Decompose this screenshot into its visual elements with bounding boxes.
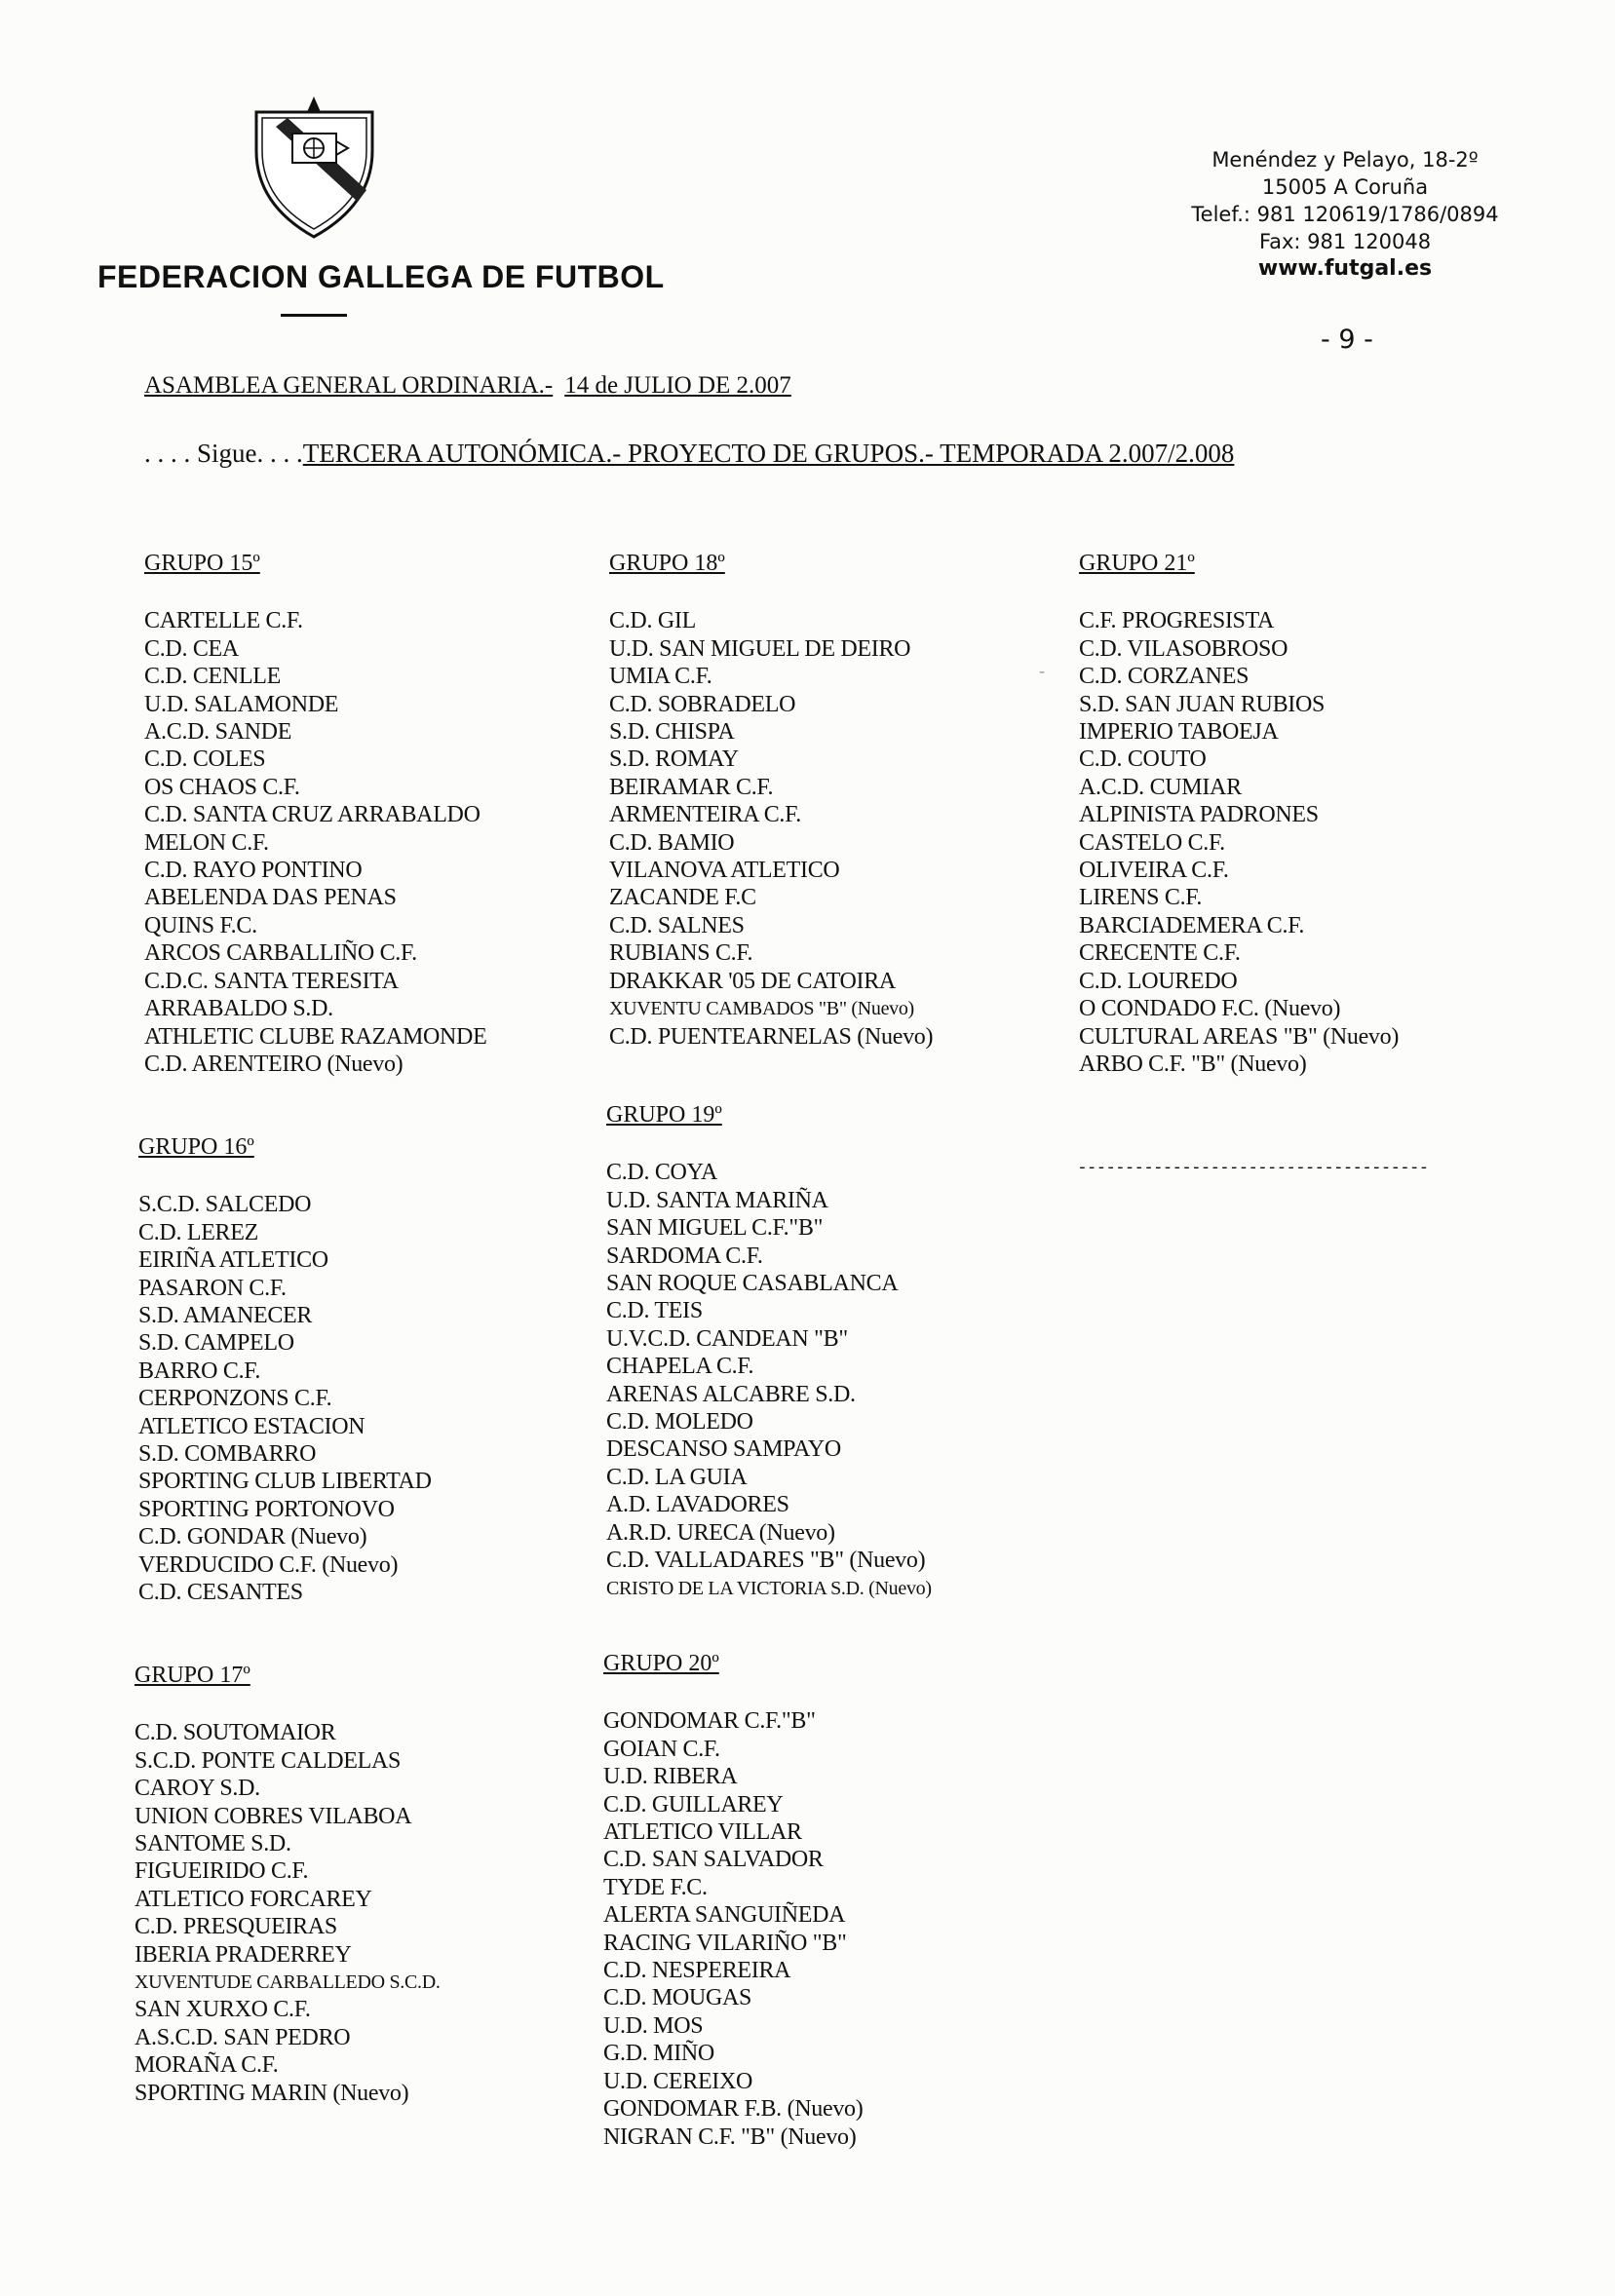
team-item: C.D. SALNES [609, 912, 745, 938]
team-item: S.D. CAMPELO [138, 1330, 294, 1357]
team-item: U.D. SANTA MARIÑA [606, 1187, 828, 1213]
team-item: OLIVEIRA C.F. [1079, 858, 1229, 884]
team-item: C.D. RAYO PONTINO [144, 858, 363, 884]
team-item: GONDOMAR F.B. (Nuevo) [603, 2096, 864, 2123]
team-item: C.D. SOUTOMAIOR [135, 1720, 336, 1746]
team-item: C.D. PUENTEARNELAS (Nuevo) [609, 1023, 934, 1050]
group-title: GRUPO 21º [1079, 551, 1195, 576]
contact-website[interactable]: www.futgal.es [1257, 256, 1433, 281]
group-21 [1079, 550, 1399, 1078]
team-item: C.D. VILASOBROSO [1079, 635, 1288, 662]
team-item: C.D. COLES [144, 746, 266, 773]
team-item: GONDOMAR C.F."B" [603, 1708, 816, 1735]
team-item: PASARON C.F. [138, 1275, 287, 1301]
group-title: GRUPO 16º [138, 1134, 254, 1160]
team-item: MELON C.F. [144, 829, 269, 856]
contact-city: 15005 A Coruña [1261, 175, 1429, 199]
team-item: ARENAS ALCABRE S.D. [606, 1381, 856, 1407]
team-item: EIRIÑA ATLETICO [138, 1247, 328, 1274]
team-item: C.D. GIL [609, 608, 696, 634]
page-number: - 9 - [1321, 325, 1373, 355]
team-item: A.C.D. CUMIAR [1079, 774, 1242, 800]
team-item: C.D. COYA [606, 1160, 717, 1186]
team-item: GOIAN C.F. [603, 1736, 720, 1762]
team-item: UNION COBRES VILABOA [135, 1803, 412, 1829]
team-item: IMPERIO TABOEJA [1079, 719, 1279, 746]
team-item: A.D. LAVADORES [606, 1492, 789, 1518]
team-item: C.D. MOLEDO [606, 1409, 753, 1435]
team-item: ZACANDE F.C [609, 885, 756, 911]
team-item: C.D. GUILLAREY [603, 1791, 784, 1818]
team-item: OS CHAOS C.F. [144, 774, 300, 800]
team-item: S.C.D. PONTE CALDELAS [135, 1747, 402, 1774]
contact-address: Menéndez y Pelayo, 18-2º [1211, 148, 1479, 172]
team-item: C.D. SANTA CRUZ ARRABALDO [144, 802, 481, 828]
team-item: C.D. LA GUIA [606, 1464, 748, 1490]
team-item: CHAPELA C.F. [606, 1354, 754, 1380]
team-item: S.D. COMBARRO [138, 1441, 317, 1468]
team-item: ATLETICO ESTACION [138, 1413, 365, 1439]
team-item: A.R.D. URECA (Nuevo) [606, 1519, 835, 1546]
group-18 [609, 550, 933, 1051]
team-item: ATHLETIC CLUBE RAZAMONDE [144, 1023, 487, 1050]
team-item: U.D. RIBERA [603, 1764, 738, 1790]
end-separator: ------------------------------------- [1077, 1157, 1429, 1177]
group-19 [606, 1101, 932, 1602]
team-list [1079, 607, 1399, 1078]
team-item: CAROY S.D. [135, 1776, 260, 1802]
team-item: C.D. VALLADARES "B" (Nuevo) [606, 1548, 926, 1574]
team-item: CULTURAL AREAS "B" (Nuevo) [1079, 1023, 1400, 1050]
team-list [609, 607, 933, 1051]
team-item: SPORTING CLUB LIBERTAD [138, 1469, 432, 1495]
team-item: C.D. BAMIO [609, 829, 735, 856]
team-item: ARMENTEIRA C.F. [609, 802, 801, 828]
team-item: S.D. AMANECER [138, 1303, 313, 1329]
team-item: SAN ROQUE CASABLANCA [606, 1271, 899, 1297]
section-title [144, 439, 1234, 469]
team-item: SAN XURXO C.F. [135, 1997, 311, 2023]
team-item: IBERIA PRADERREY [135, 1941, 352, 1968]
team-item: S.C.D. SALCEDO [138, 1192, 312, 1218]
team-item: SANTOME S.D. [135, 1831, 291, 1857]
team-item: BARCIADEMERA C.F. [1079, 912, 1305, 938]
team-item: S.D. CHISPA [609, 719, 735, 746]
team-item: ALPINISTA PADRONES [1079, 802, 1319, 828]
team-item: CRISTO DE LA VICTORIA S.D. (Nuevo) [606, 1577, 932, 1599]
group-17 [135, 1662, 441, 2107]
team-item: C.F. PROGRESISTA [1079, 608, 1275, 634]
team-item: S.D. ROMAY [609, 746, 739, 773]
team-item: C.D. CORZANES [1079, 664, 1250, 690]
team-item: ARCOS CARBALLIÑO C.F. [144, 940, 417, 967]
federation-name: FEDERACION GALLEGA DE FUTBOL [97, 259, 665, 294]
team-item: FIGUEIRIDO C.F. [135, 1858, 309, 1885]
team-item: DRAKKAR '05 DE CATOIRA [609, 968, 896, 994]
federation-crest-icon [249, 93, 380, 239]
contact-block [1150, 146, 1540, 283]
team-item: SAN MIGUEL C.F."B" [606, 1215, 824, 1242]
team-item: A.C.D. SANDE [144, 719, 292, 746]
team-item: C.D. COUTO [1079, 746, 1207, 773]
scan-mark: - [1039, 661, 1045, 680]
section-title-prefix: . . . . Sigue. . . . [144, 439, 303, 468]
team-item: C.D. MOUGAS [603, 1985, 752, 2011]
team-item: G.D. MIÑO [603, 2041, 714, 2067]
contact-phone: Telef.: 981 120619/1786/0894 [1191, 203, 1499, 226]
team-item: XUVENTU CAMBADOS "B" (Nuevo) [609, 998, 914, 1020]
assembly-title-name: ASAMBLEA GENERAL ORDINARIA.- [144, 372, 554, 399]
group-20 [603, 1650, 863, 2151]
team-item: C.D. TEIS [606, 1298, 703, 1324]
team-item: MORAÑA C.F. [135, 2052, 279, 2079]
team-item: CRECENTE C.F. [1079, 940, 1241, 967]
team-list [606, 1159, 932, 1602]
team-item: C.D.C. SANTA TERESITA [144, 968, 399, 994]
team-item: SARDOMA C.F. [606, 1243, 763, 1269]
assembly-title-date: 14 de JULIO DE 2.007 [564, 372, 791, 399]
team-item: RUBIANS C.F. [609, 940, 753, 967]
team-item: NIGRAN C.F. "B" (Nuevo) [603, 2124, 857, 2150]
team-item: ALERTA SANGUIÑEDA [603, 1902, 846, 1929]
team-item: ABELENDA DAS PENAS [144, 885, 397, 911]
team-item: C.D. CENLLE [144, 664, 282, 690]
team-list [138, 1191, 432, 1606]
team-item: ARRABALDO S.D. [144, 996, 333, 1022]
team-item: C.D. GONDAR (Nuevo) [138, 1524, 367, 1550]
team-item: C.D. LOUREDO [1079, 968, 1238, 994]
group-16 [138, 1133, 432, 1607]
team-item: SPORTING PORTONOVO [138, 1496, 395, 1522]
team-item: TYDE F.C. [603, 1874, 708, 1900]
team-item: S.D. SAN JUAN RUBIOS [1079, 691, 1326, 717]
team-list [603, 1707, 863, 2151]
team-item: SPORTING MARIN (Nuevo) [135, 2080, 409, 2106]
team-item: CARTELLE C.F. [144, 608, 303, 634]
team-item: C.D. ARENTEIRO (Nuevo) [144, 1051, 404, 1077]
team-item: QUINS F.C. [144, 912, 257, 938]
team-item: CERPONZONS C.F. [138, 1386, 332, 1412]
team-item: XUVENTUDE CARBALLEDO S.C.D. [135, 1971, 441, 1994]
section-title-text: TERCERA AUTONÓMICA.- PROYECTO DE GRUPOS.- TEMPORADA 2.007/2.008 [302, 439, 1235, 468]
team-item: U.D. SAN MIGUEL DE DEIRO [609, 635, 911, 662]
group-title: GRUPO 18º [609, 551, 725, 576]
team-item: U.V.C.D. CANDEAN "B" [606, 1325, 848, 1352]
team-item: LIRENS C.F. [1079, 885, 1203, 911]
team-item: VERDUCIDO C.F. (Nuevo) [138, 1551, 399, 1578]
team-list [135, 1719, 441, 2107]
team-item: C.D. PRESQUEIRAS [135, 1914, 337, 1940]
team-item: BEIRAMAR C.F. [609, 774, 774, 800]
team-item: C.D. CESANTES [138, 1580, 303, 1606]
team-item: UMIA C.F. [609, 664, 712, 690]
group-title: GRUPO 19º [606, 1102, 722, 1128]
group-title: GRUPO 15º [144, 551, 260, 576]
team-list [144, 607, 486, 1078]
team-item: U.D. CEREIXO [603, 2068, 753, 2094]
team-item: C.D. LEREZ [138, 1219, 258, 1245]
team-item: C.D. NESPEREIRA [603, 1958, 791, 1984]
team-item: ATLETICO FORCAREY [135, 1886, 372, 1912]
team-item: C.D. SOBRADELO [609, 691, 796, 717]
team-item: O CONDADO F.C. (Nuevo) [1079, 996, 1341, 1022]
group-15 [144, 550, 486, 1078]
team-item: CASTELO C.F. [1079, 829, 1225, 856]
team-item: U.D. SALAMONDE [144, 691, 339, 717]
team-item: U.D. MOS [603, 2012, 704, 2039]
group-title: GRUPO 17º [135, 1663, 250, 1688]
team-item: ATLETICO VILLAR [603, 1819, 802, 1846]
federation-name-rule [281, 314, 347, 317]
team-item: RACING VILARIÑO "B" [603, 1930, 847, 1956]
team-item: C.D. CEA [144, 635, 239, 662]
team-item: C.D. SAN SALVADOR [603, 1847, 824, 1873]
team-item: VILANOVA ATLETICO [609, 858, 840, 884]
team-item: BARRO C.F. [138, 1358, 261, 1384]
team-item: A.S.C.D. SAN PEDRO [135, 2024, 351, 2050]
assembly-title [144, 372, 791, 400]
team-item: ARBO C.F. "B" (Nuevo) [1079, 1051, 1307, 1077]
group-title: GRUPO 20º [603, 1651, 719, 1676]
contact-fax: Fax: 981 120048 [1258, 230, 1432, 253]
team-item: DESCANSO SAMPAYO [606, 1436, 841, 1463]
